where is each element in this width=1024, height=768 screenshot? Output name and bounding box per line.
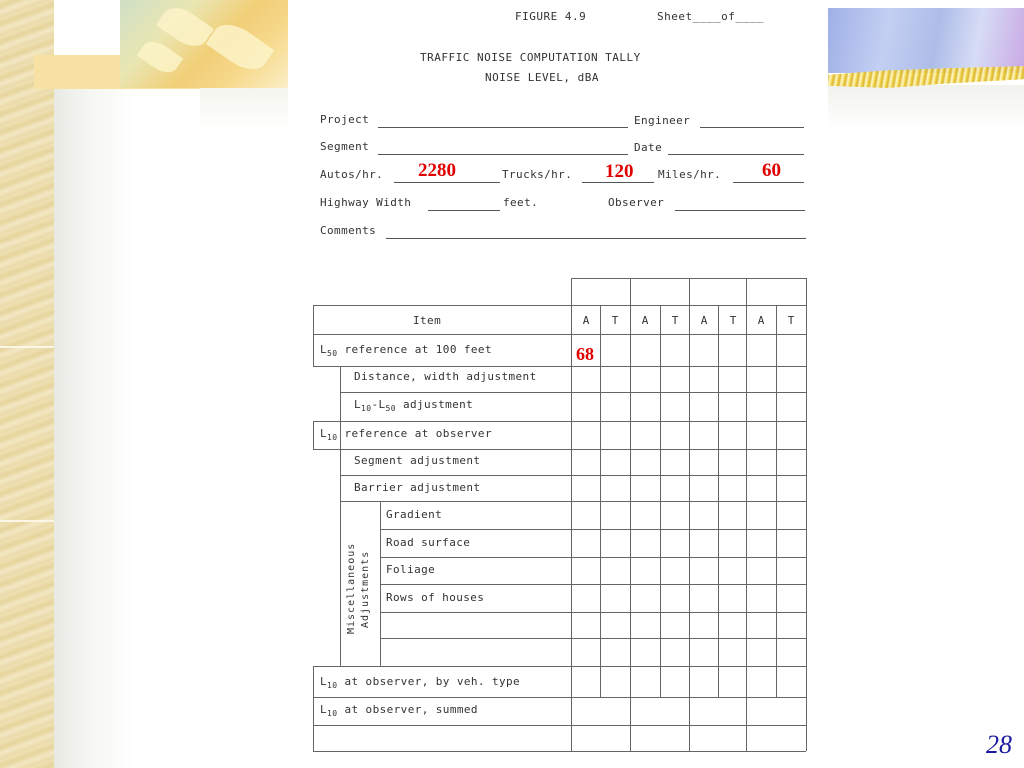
sheet-label: Sheet____of____ <box>657 10 764 23</box>
col-header: T <box>671 314 679 327</box>
observer-label: Observer <box>608 196 665 209</box>
row-road-surface: Road surface <box>386 536 471 549</box>
form-title: TRAFFIC NOISE COMPUTATION TALLY <box>420 51 641 64</box>
ribbon-artwork <box>828 8 1024 73</box>
col-header: T <box>611 314 619 327</box>
autos-label: Autos/hr. <box>320 168 384 181</box>
row-segment-adjustment: Segment adjustment <box>354 454 481 467</box>
row-l10-by-vehicle: $L_{10}$ at observer, by veh. type <box>320 675 521 691</box>
project-label: Project <box>320 113 370 126</box>
row-distance-adjustment: Distance, width adjustment <box>354 370 537 383</box>
trucks-value: 120 <box>605 161 634 182</box>
row-foliage: Foliage <box>386 563 436 576</box>
row-rows-of-houses: Rows of houses <box>386 591 485 604</box>
page-number: 28 <box>986 730 1012 759</box>
feet-label: feet. <box>503 196 539 209</box>
col-header: A <box>582 314 590 327</box>
row-l50-reference: $L_{50}$ reference at 100 feet <box>320 343 492 359</box>
date-label: Date <box>634 141 663 154</box>
row-l10-l50-adjustment: $L_{10}-L_{50}$ adjustment <box>354 398 474 414</box>
comments-label: Comments <box>320 224 377 237</box>
row-l10-summed: $L_{10}$ at observer, summed <box>320 703 478 719</box>
autos-value: 2280 <box>418 160 456 181</box>
parchment-border <box>0 0 54 768</box>
col-header: T <box>729 314 737 327</box>
col-header: A <box>641 314 649 327</box>
col-header: A <box>757 314 765 327</box>
l50-auto-value: 68 <box>576 344 594 364</box>
row-l10-reference: $L_{10}$ reference at observer <box>320 427 492 443</box>
row-gradient: Gradient <box>386 508 443 521</box>
highway-width-label: Highway Width <box>320 196 412 209</box>
segment-label: Segment <box>320 140 370 153</box>
form-subtitle: NOISE LEVEL, dBA <box>485 71 599 84</box>
item-header: Item <box>413 314 442 327</box>
col-header: T <box>787 314 795 327</box>
miles-label: Miles/hr. <box>658 168 722 181</box>
misc-adjustments-label: Miscellaneous Adjustments <box>346 542 371 634</box>
figure-label: FIGURE 4.9 <box>515 10 587 23</box>
trucks-label: Trucks/hr. <box>502 168 573 181</box>
engineer-label: Engineer <box>634 114 691 127</box>
row-barrier-adjustment: Barrier adjustment <box>354 481 481 494</box>
miles-value: 60 <box>762 160 781 181</box>
left-shadow <box>54 88 134 768</box>
leaf-artwork <box>120 0 288 88</box>
col-header: A <box>700 314 708 327</box>
